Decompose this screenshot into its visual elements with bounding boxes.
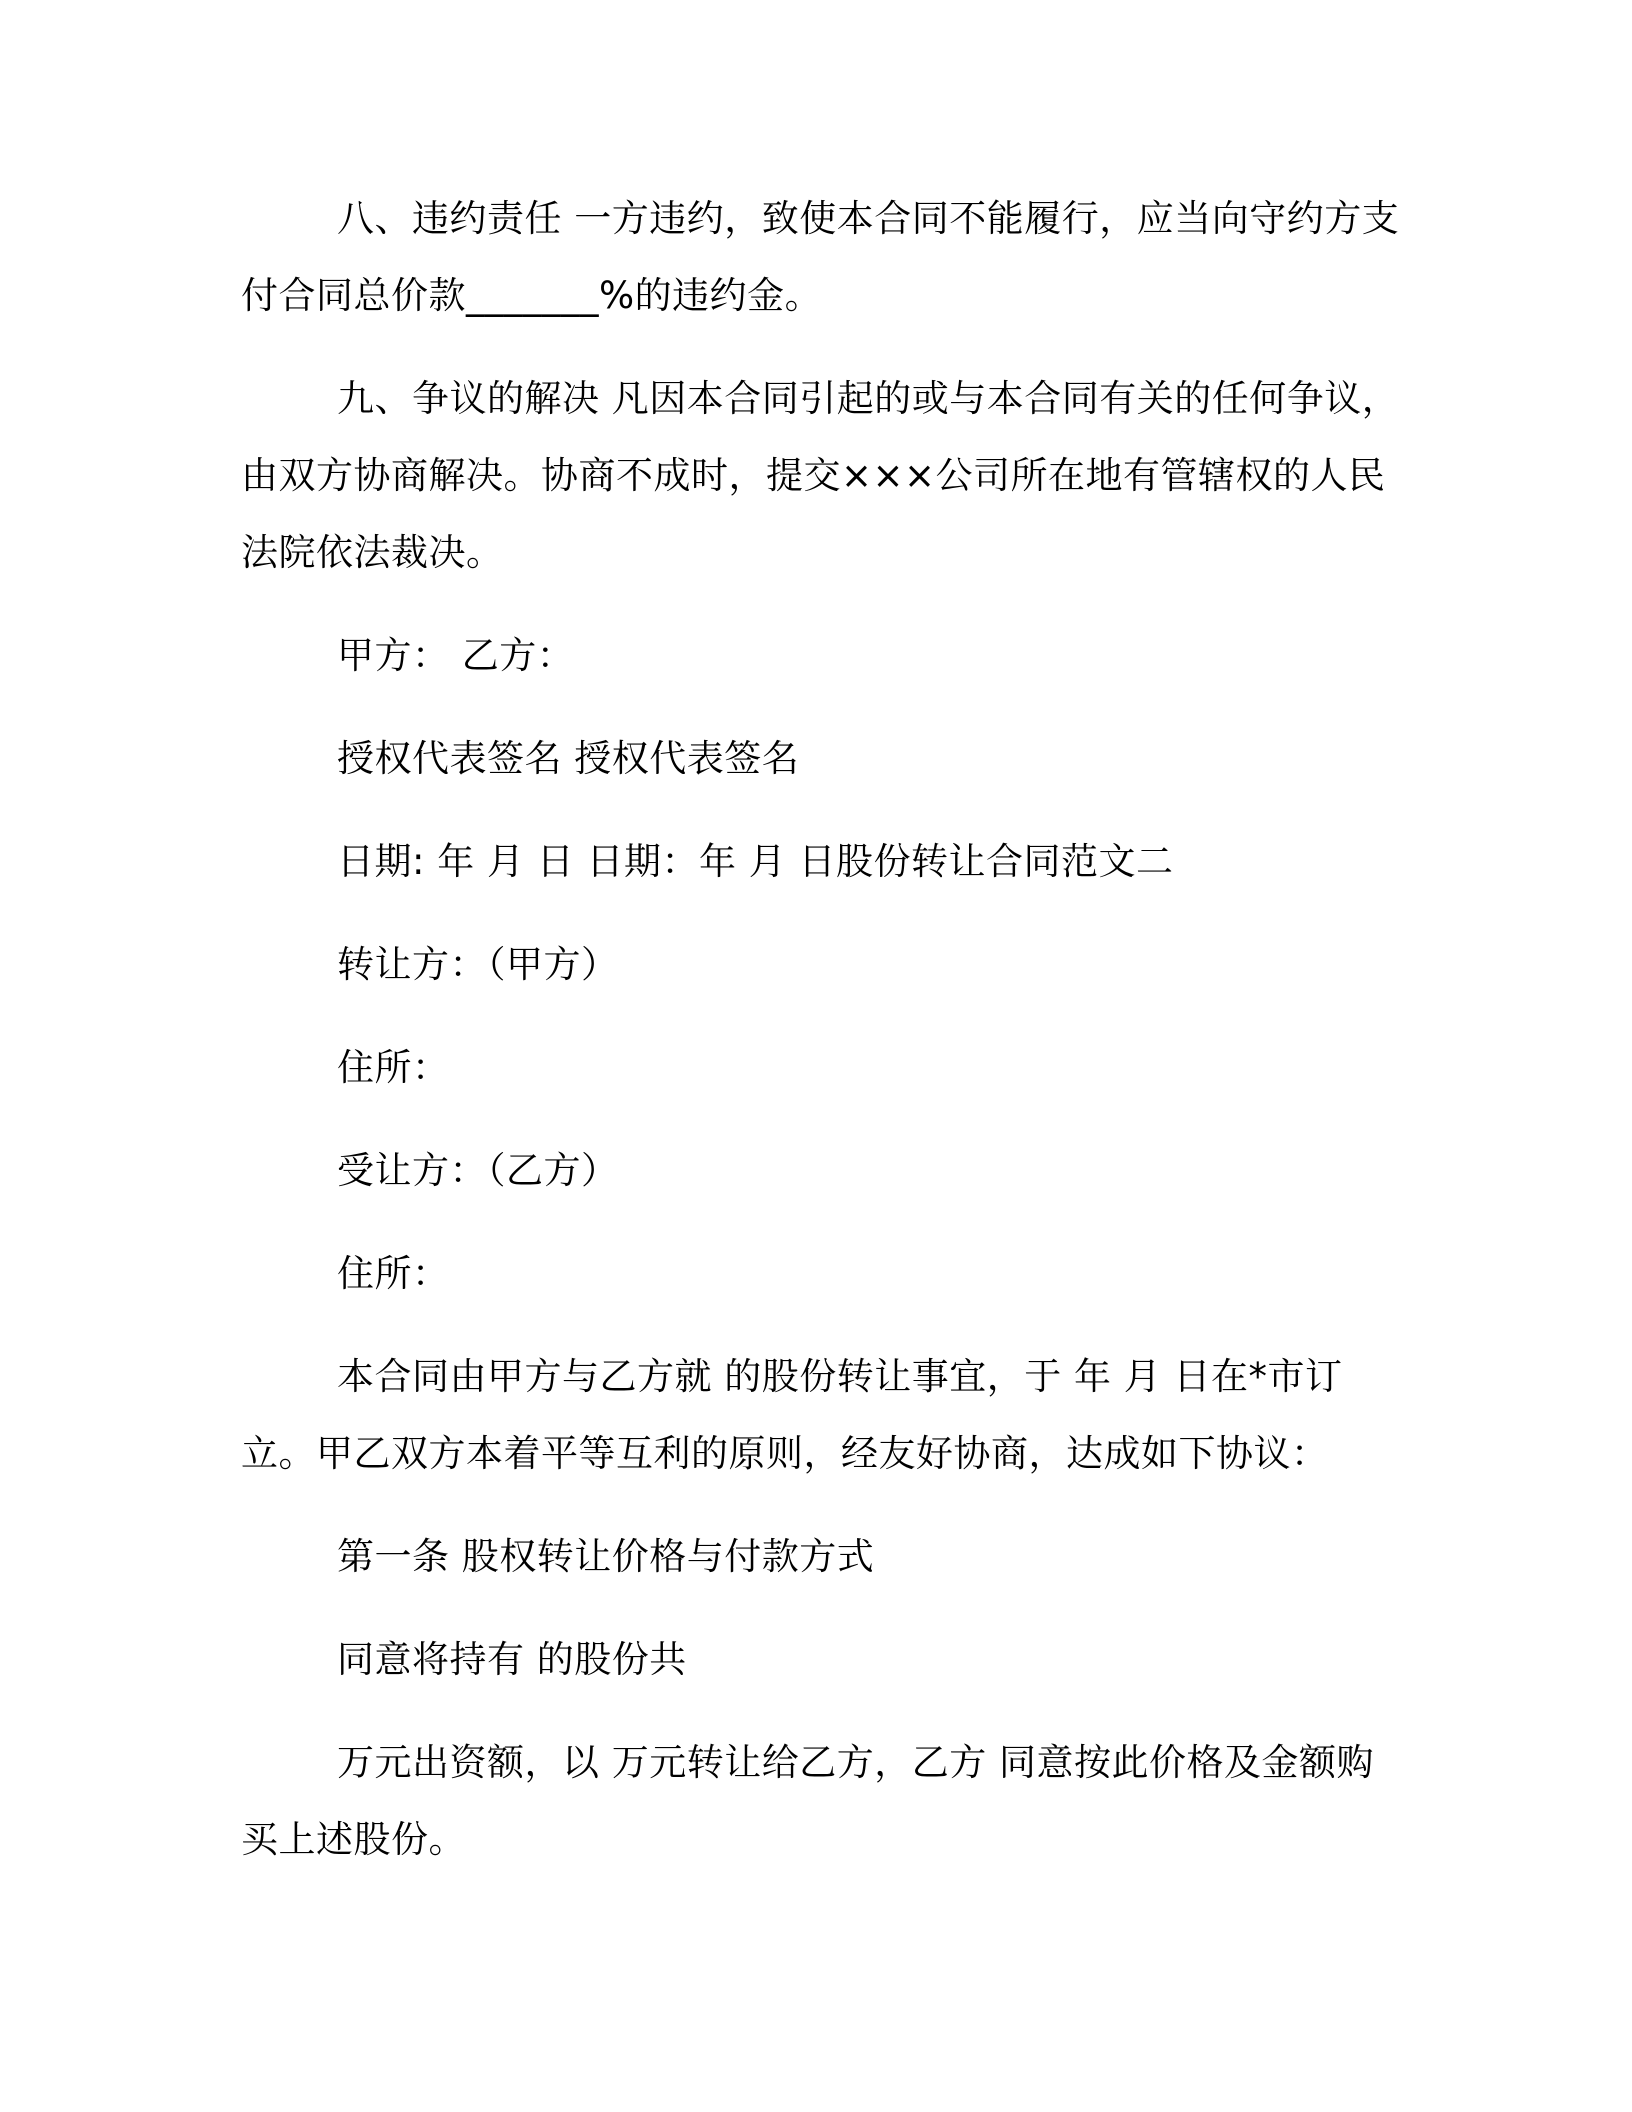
paragraph-share-holding: 同意将持有 的股份共 (337, 1638, 687, 1681)
paragraph-dispute-resolution: 九、争议的解决 凡因本合同引起的或与本合同有关的任何争议，由双方协商解决。协商不成时，提交×××公司所在地有管辖权的人民法院依法裁决。 (241, 377, 1400, 574)
paragraph-article-one-title: 第一条 股权转让价格与付款方式 (337, 1535, 875, 1578)
paragraph-signatures: 授权代表签名 授权代表签名 (337, 737, 800, 780)
paragraph-gap (241, 1595, 1401, 1621)
paragraph-transferee: 受让方：（乙方） (337, 1149, 619, 1192)
paragraph-gap (241, 1312, 1401, 1338)
paragraph-gap (241, 900, 1401, 926)
paragraph-gap (241, 694, 1401, 720)
paragraph-parties: 甲方： 乙方： (337, 634, 575, 677)
paragraph-gap (241, 1492, 1401, 1518)
paragraph-gap (241, 1106, 1401, 1132)
paragraph-capital-transfer: 万元出资额，以 万元转让给乙方，乙方 同意按此价格及金额购买上述股份。 (241, 1741, 1375, 1861)
paragraph-dates: 日期: 年 月 日 日期：年 月 日股份转让合同范文二 (337, 840, 1174, 883)
paragraph-gap (241, 797, 1401, 823)
paragraph-gap (241, 1209, 1401, 1235)
paragraph-gap (241, 1698, 1401, 1724)
paragraph-gap (241, 334, 1401, 360)
paragraph-transferee-address: 住所： (337, 1252, 450, 1295)
paragraph-gap (241, 591, 1401, 617)
paragraph-transferor: 转让方：（甲方） (337, 943, 619, 986)
paragraph-gap (241, 1003, 1401, 1029)
paragraph-transferor-address: 住所： (337, 1046, 450, 1089)
paragraph-breach-liability: 八、违约责任 一方违约，致使本合同不能履行，应当向守约方支付合同总价款_______%的违约金。 (241, 197, 1400, 317)
document-body (241, 180, 1401, 1878)
paragraph-contract-intro: 本合同由甲方与乙方就 的股份转让事宜，于 年 月 日在*市订立。甲乙双方本着平等互利的原则，经友好协商，达成如下协议： (241, 1355, 1343, 1475)
